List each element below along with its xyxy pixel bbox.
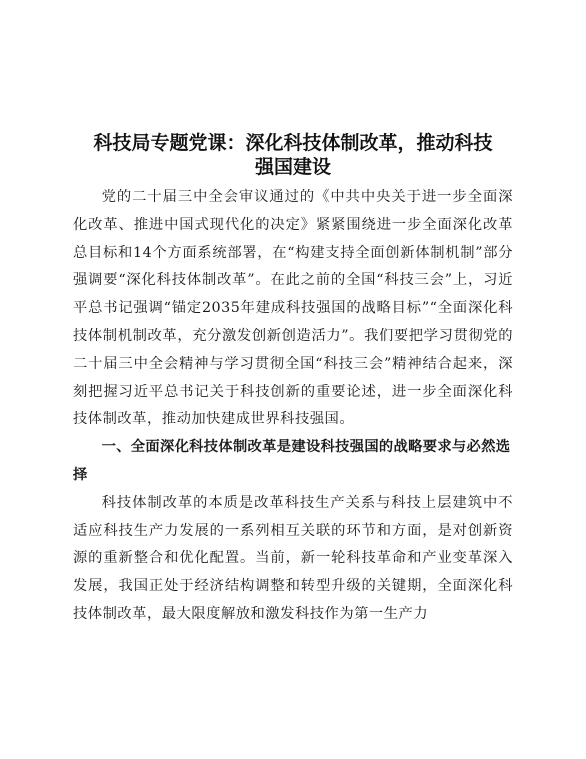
title-line-2: 强国建设 xyxy=(254,156,331,178)
title-line-1: 科技局专题党课：深化科技体制改革，推动科技 xyxy=(93,132,493,154)
body-paragraph: 科技体制改革的本质是改革科技生产关系与科技上层建筑中不适应科技生产力发展的一系列相互关联的环节和方面，是对创新资源的重新整合和优化配置。当前，新一轮科技革命和产业变革深入发展，我国正处于经济结构调整和转型升级的关键期，全面深化科技体制改革，最大限度解放和激发科技作为第一生产力 xyxy=(73,494,513,622)
intro-paragraph: 党的二十届三中全会审议通过的《中共中央关于进一步全面深化改革、推进中国式现代化的决定》紧紧围绕进一步全面深化改革总目标和14个方面系统部署，在“构建支持全面创新体制机制”部分强调要“深化科技体制改革”。在此之前的全国“科技三会”上，习近平总书记强调“锚定2035年建成科技强国的战略目标”“全面深化科技体制机制改革，充分激发创新创造活力”。我们要把学习贯彻党的二十届三中全会精神与学习贯彻全国“科技三会”精神结合起来，深刻把握习近平总书记关于科技创新的重要论述，进一步全面深化科技体制改革，推动加快建成世界科技强国。 xyxy=(73,189,513,428)
section-heading: 一、全面深化科技体制改革是建设科技强国的战略要求与必然选择 xyxy=(73,439,511,483)
document-page xyxy=(73,131,513,629)
document-title xyxy=(73,131,513,179)
